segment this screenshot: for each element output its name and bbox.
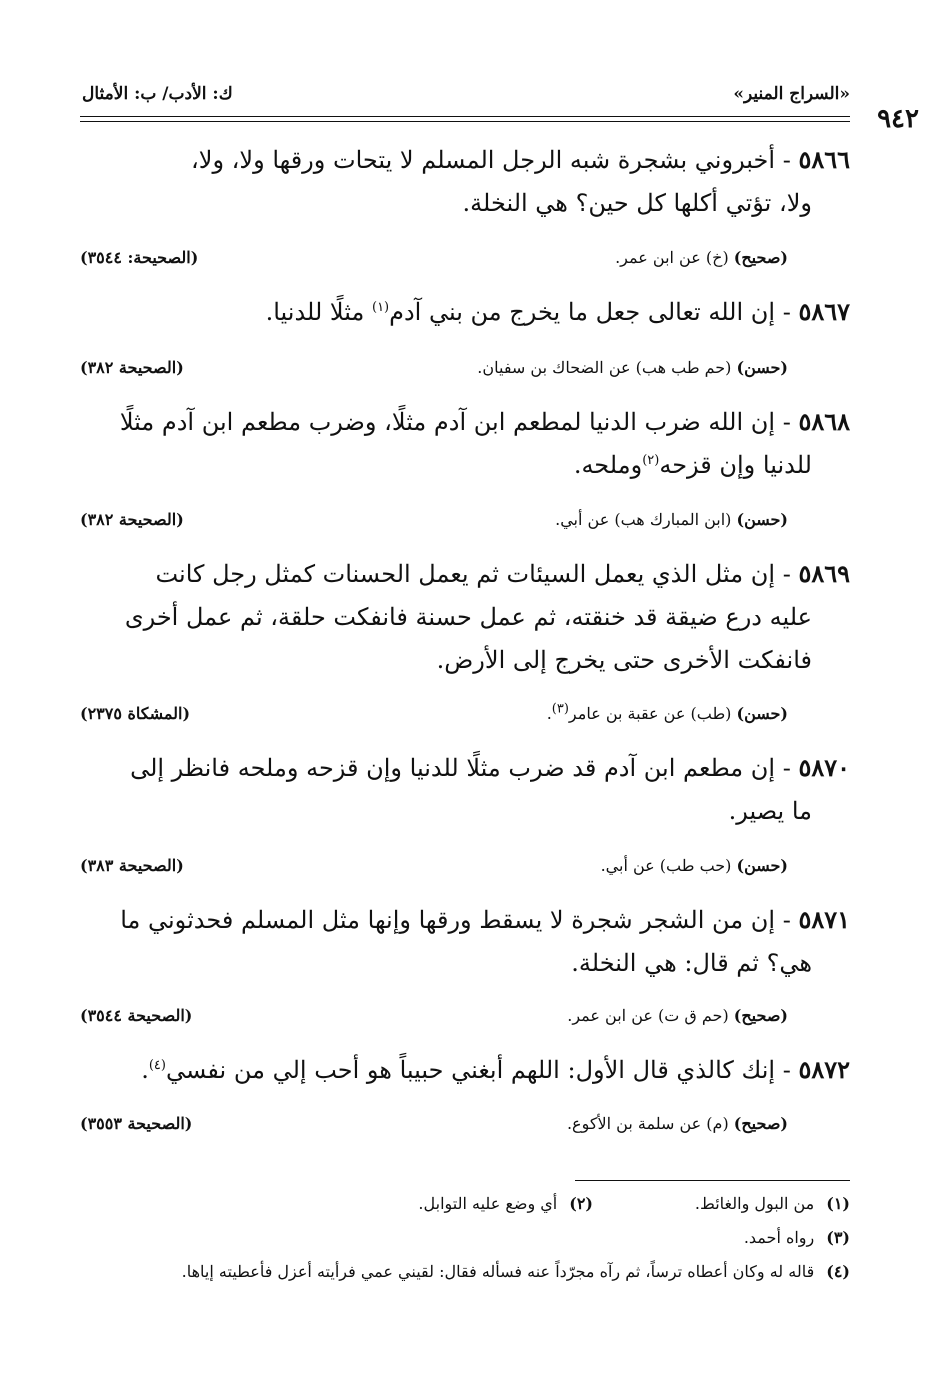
- source-line-5871: [80, 1006, 850, 1030]
- grade: (حسن): [736, 856, 788, 875]
- source-line-5870: [80, 856, 850, 880]
- source: (طب) عن عقبة بن عامر: [568, 704, 732, 723]
- reference: (المشكاة ٢٣٧٥): [80, 704, 191, 723]
- hadith-number: ٥٨٧١: [798, 905, 850, 934]
- source: (خ) عن ابن عمر.: [615, 248, 729, 267]
- source-line-5872: [80, 1114, 850, 1138]
- hadith-5870: ٥٨٧٠ - إن مطعم ابن آدم قد ضرب مثلًا للدنيا وإن قزحه وملحه فانظر إلى ما يصير.: [80, 746, 850, 833]
- footnote-number: (٣): [826, 1228, 850, 1247]
- hadith-text-continued-2: فانفكت الأخرى حتى يخرج إلى الأرض.: [436, 646, 812, 674]
- footnote-number: (١): [826, 1194, 850, 1213]
- footnote-text: قاله له وكان أعطاه ترساً، ثم رآه مجرّداً عنه فسأله فقال: لقيني عمي فرأيته أعزل فأعطيته إياها.: [181, 1262, 815, 1281]
- footnote-text: من البول والغائط.: [694, 1194, 815, 1213]
- section-title: ك: الأدب/ ب: الأمثال: [82, 84, 233, 104]
- hadith-number: ٥٨٦٨: [798, 407, 850, 436]
- source: (ابن المبارك هب) عن أبي.: [555, 510, 732, 529]
- page-number: ٩٤٢: [877, 104, 919, 134]
- source: (حب طب) عن أبي.: [600, 856, 732, 875]
- grade: (صحيح): [733, 1114, 788, 1133]
- grade: (صحيح): [733, 248, 788, 267]
- footnote-3: [744, 1228, 850, 1247]
- footnote-mark[interactable]: (٣): [551, 701, 569, 717]
- hadith-text-end: مثلًا للدنيا.: [265, 298, 365, 326]
- grade: (صحيح): [733, 1006, 788, 1025]
- footnote-text: رواه أحمد.: [743, 1228, 815, 1247]
- reference: (الصحيحة ٣٥٥٣): [80, 1114, 193, 1133]
- hadith-5871: ٥٨٧١ - إن من الشجر شجرة لا يسقط ورقها وإنها مثل المسلم فحدثوني ما هي؟ ثم قال: هي النخلة.: [80, 898, 850, 985]
- hadith-number: ٥٨٦٧: [798, 297, 850, 326]
- footnote-number: (٤): [826, 1262, 850, 1281]
- footnote-mark[interactable]: (٤): [148, 1058, 166, 1073]
- source-line-5867: [80, 358, 850, 382]
- grade: (حسن): [736, 358, 788, 377]
- reference: (الصحيحة ٣٨٢): [80, 510, 184, 529]
- reference: (الصحيحة: ٣٥٤٤): [80, 248, 199, 267]
- hadith-text-end: وملحه.: [573, 451, 643, 479]
- reference: (الصحيحة ٣٥٤٤): [80, 1006, 193, 1025]
- hadith-text-continued: عليه درع ضيقة قد خنقته، ثم عمل حسنة فانفكت حلقة، ثم عمل أخرى: [124, 603, 812, 631]
- source-line-5869: [80, 701, 850, 728]
- hadith-text: إن من الشجر شجرة لا يسقط ورقها وإنها مثل المسلم فحدثوني ما: [120, 906, 776, 934]
- footnote-mark[interactable]: (٢): [642, 453, 660, 468]
- hadith-text: أخبروني بشجرة شبه الرجل المسلم لا يتحات ورقها ولا، ولا،: [191, 146, 776, 174]
- hadith-5868: ٥٨٦٨ - إن الله ضرب الدنيا لمطعم ابن آدم مثلًا، وضرب مطعم ابن آدم مثلًا للدنيا وإن قزحه$^{(٢)}$وملحه.: [119, 407, 850, 479]
- hadith-text-continued: هي؟ ثم قال: هي النخلة.: [571, 949, 812, 977]
- reference: (الصحيحة ٣٨٣): [80, 856, 184, 875]
- hadith-5866: ٥٨٦٦ - أخبروني بشجرة شبه الرجل المسلم لا يتحات ورقها ولا، ولا، ولا، تؤتي أكلها كل حين؟ هي النخلة.: [80, 138, 850, 225]
- footnote-rule: [575, 1180, 850, 1181]
- footnote-1: [695, 1194, 850, 1213]
- hadith-text-continued: ما يصير.: [728, 797, 812, 825]
- footnote-2: [418, 1194, 593, 1213]
- hadith-number: ٥٨٦٩: [798, 559, 850, 588]
- hadith-text: إن الله تعالى جعل ما يخرج من بني آدم: [389, 298, 776, 326]
- hadith-text-continued: ولا، تؤتي أكلها كل حين؟ هي النخلة.: [462, 189, 812, 217]
- hadith-text: إنك كالذي قال الأول: اللهم أبغني حبيباً هو أحب إلي من نفسي: [165, 1056, 776, 1084]
- footnote-text: أي وضع عليه التوابل.: [418, 1194, 558, 1213]
- grade: (حسن): [736, 510, 788, 529]
- hadith-text-end: .: [141, 1056, 149, 1084]
- hadith-number: ٥٨٦٦: [798, 145, 850, 174]
- source-end: .: [546, 704, 552, 723]
- grade: (حسن): [736, 704, 788, 723]
- source: (م) عن سلمة بن الأكوع.: [566, 1114, 729, 1133]
- footnote-number: (٢): [569, 1194, 593, 1213]
- footnote-4: [182, 1262, 850, 1281]
- footnote-mark[interactable]: (١): [371, 300, 390, 315]
- source-line-5868: [80, 510, 850, 534]
- hadith-number: ٥٨٧٠: [798, 753, 850, 782]
- hadith-text: إن الله ضرب الدنيا لمطعم ابن آدم مثلًا، وضرب مطعم ابن آدم مثلًا: [119, 408, 776, 436]
- source: (حم طب هب) عن الضحاك بن سفيان.: [477, 358, 732, 377]
- hadith-5872: ٥٨٧٢ - إنك كالذي قال الأول: اللهم أبغني حبيباً هو أحب إلي من نفسي$^{(٤)}$.: [141, 1055, 850, 1084]
- hadith-text-continued: للدنيا وإن قزحه: [659, 451, 812, 479]
- source-line-5866: [80, 248, 850, 272]
- header-rule-bottom: [80, 121, 850, 122]
- hadith-5867: ٥٨٦٧ - إن الله تعالى جعل ما يخرج من بني آدم$^{(١)}$ مثلًا للدنيا.: [265, 297, 850, 326]
- source: (حم ق ت) عن ابن عمر.: [567, 1006, 729, 1025]
- book-title: «السراج المنير»: [733, 84, 850, 104]
- reference: (الصحيحة ٣٨٢): [80, 358, 184, 377]
- hadith-text: إن مثل الذي يعمل السيئات ثم يعمل الحسنات كمثل رجل كانت: [155, 560, 776, 588]
- hadith-5869: ٥٨٦٩ - إن مثل الذي يعمل السيئات ثم يعمل الحسنات كمثل رجل كانت عليه درع ضيقة قد خنقته، ثم عمل حسنة فانفكت حلقة، ثم عمل أخرى فانفكت الأخرى حتى يخرج إلى الأرض.: [80, 552, 850, 682]
- hadith-number: ٥٨٧٢: [798, 1055, 850, 1084]
- header-rule-top: [80, 116, 850, 117]
- hadith-text: إن مطعم ابن آدم قد ضرب مثلًا للدنيا وإن قزحه وملحه فانظر إلى: [130, 754, 776, 782]
